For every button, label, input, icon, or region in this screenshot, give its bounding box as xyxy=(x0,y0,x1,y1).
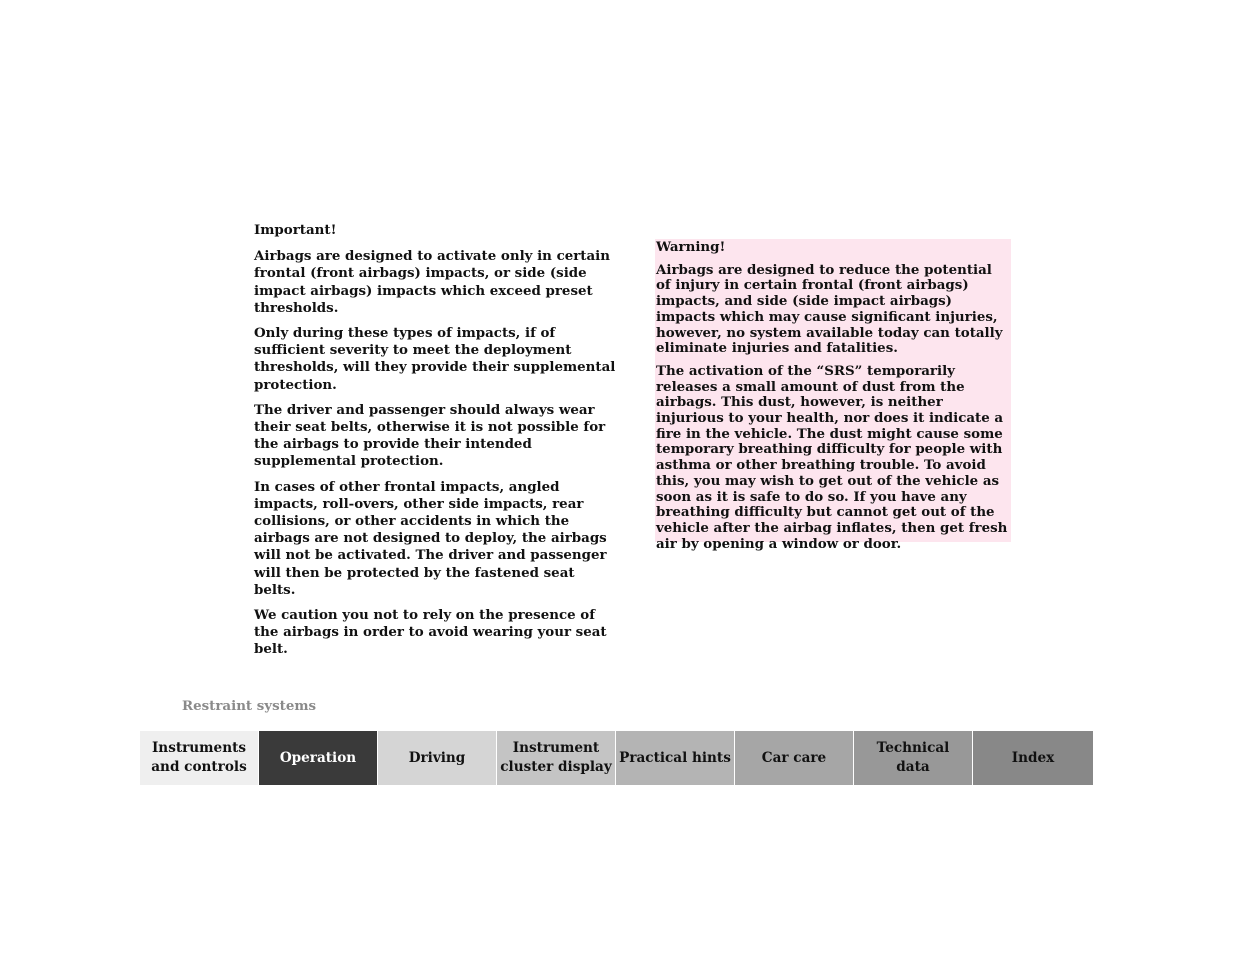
warning-box xyxy=(655,239,1011,552)
important-paragraph-3: The driver and passenger should always wear their seat belts, otherwise it is not possible for the airbags to provide their intended supplemental protection. xyxy=(254,401,606,470)
tab-car-care[interactable]: Car care xyxy=(735,731,854,785)
important-paragraph-4: In cases of other frontal impacts, angled impacts, roll-overs, other side impacts, rear collisions, or other accidents in which the airbags are not designed to deploy, the airbags will not be activated. The driver and passenger will then be protected by the fastened seat belts. xyxy=(254,478,607,598)
chapter-tab-bar xyxy=(140,731,1095,785)
important-paragraph-5: We caution you not to rely on the presence of the airbags in order to avoid wearing your seat belt. xyxy=(254,607,607,658)
warning-heading: Warning! xyxy=(656,239,726,255)
tab-practical-hints[interactable]: Practical hints xyxy=(616,731,735,785)
tab-driving[interactable]: Driving xyxy=(378,731,497,785)
tab-index[interactable]: Index xyxy=(973,731,1093,785)
important-paragraph-2: Only during these types of impacts, if of sufficient severity to meet the deployment thresholds, will they provide their supplemental protection. xyxy=(254,325,616,393)
tab-operation[interactable]: Operation xyxy=(259,731,378,785)
tab-instruments-and-controls[interactable]: Instruments and controls xyxy=(140,731,259,785)
warning-paragraph-1: Airbags are designed to reduce the potential of injury in certain frontal (front airbags) impacts, and side (side impact airbags) impacts which may cause significant injuries, however, no system available today can totally eliminate injuries and fatalities. xyxy=(656,261,1003,357)
tab-technical-data[interactable]: Technical data xyxy=(854,731,973,785)
section-title: Restraint systems xyxy=(182,698,317,714)
tab-instrument-cluster-display[interactable]: Instrument cluster display xyxy=(497,731,616,785)
important-paragraph-1: Airbags are designed to activate only in certain frontal (front airbags) impacts, or side (side impact airbags) impacts which exceed preset thresholds. xyxy=(254,248,610,316)
warning-paragraph-2: The activation of the “SRS” temporarily releases a small amount of dust from the airbags. This dust, however, is neither injurious to your health, nor does it indicate a fire in the vehicle. The dust might cause some temporary breathing difficulty for people with asthma or other breathing trouble. To avoid this, you may wish to get out of the vehicle as soon as it is safe to do so. If you have any breathing difficulty but cannot get out of the vehicle after the airbag inflates, then get fresh air by opening a window or door. xyxy=(656,362,1008,552)
important-notes xyxy=(254,222,616,667)
important-heading: Important! xyxy=(254,222,337,238)
